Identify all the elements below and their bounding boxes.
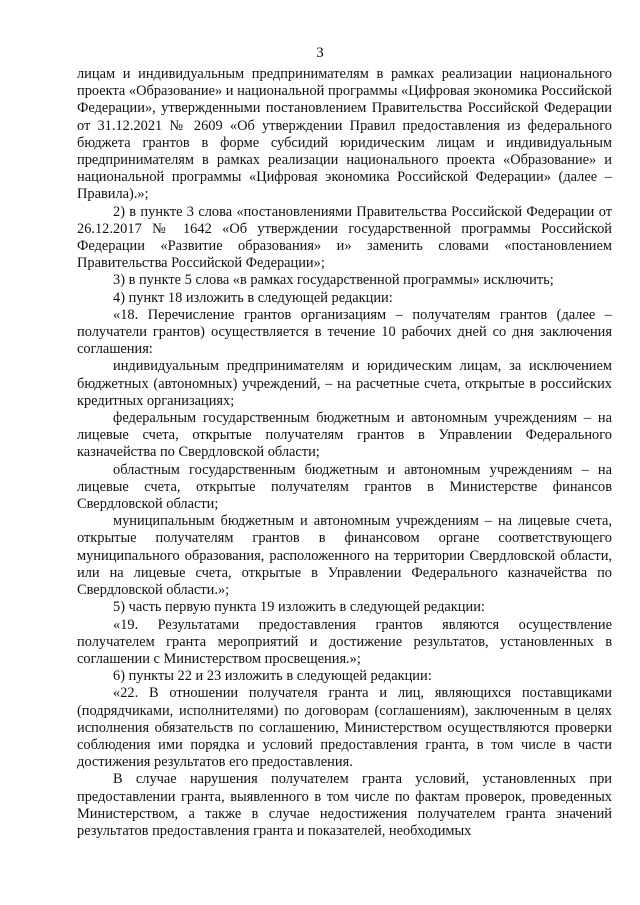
paragraph: 3) в пункте 5 слова «в рамках государственной программы» исключить;	[113, 272, 554, 289]
paragraph: «18. Перечисление грантов организациям – получателям грантов (далее – получатели грантов) осуществляется в течение 10 рабочих дней со дня заключения соглашения:	[77, 306, 612, 358]
paragraph: 5) часть первую пункта 19 изложить в следующей редакции:	[113, 599, 485, 616]
paragraph: индивидуальным предпринимателям и юридическим лицам, за исключением бюджетных (автономных) учреждений, – на расчетные счета, открытые в российских кредитных организациях;	[77, 358, 612, 409]
paragraph: В случае нарушения получателем гранта условий, установленных при предоставлении гранта, выявленного в том числе по фактам проверок, проведенных Министерством, а также в случае недостижения получателем гранта значений результатов предоставления гранта и показателей, необходимых	[77, 771, 612, 839]
paragraph: «22. В отношении получателя гранта и лиц, являющихся поставщиками (подрядчиками, исполнителями) по договорам (соглашениям), заключенным в целях исполнения обязательств по соглашению, Министерством осуществляются проверки соблюдения ими порядка и условий предоставления гранта, в том числе в части достижения результатов его предоставления.	[77, 685, 612, 771]
paragraph: муниципальным бюджетным и автономным учреждениям – на лицевые счета, открытые получателям грантов в финансовом органе соответствующего муниципального образования, расположенного на территории Свердловской области, или на лицевые счета, открытые в Управлении Федерального казначейства по Свердловской области.»;	[77, 513, 612, 599]
paragraph: 6) пункты 22 и 23 изложить в следующей редакции:	[113, 668, 432, 685]
paragraph: федеральным государственным бюджетным и автономным учреждениям – на лицевые счета, открытые получателям грантов в Управлении Федерального казначейства по Свердловской области;	[77, 410, 612, 461]
paragraph: областным государственным бюджетным и автономным учреждениям – на лицевые счета, открытые получателям грантов в Министерстве финансов Свердловской области;	[77, 461, 612, 513]
paragraph: 2) в пункте 3 слова «постановлениями Правительства Российской Федерации от 26.12.2017 № 1642 «Об утверждении государственной программы Российской Федерации «Развитие образования» и» заменить словами «постановлением Правительства Российской Федерации»;	[77, 203, 612, 272]
page-number: 3	[316, 45, 324, 61]
paragraph: лицам и индивидуальным предпринимателям в рамках реализации национального проекта «Образование» и национальной программы «Цифровая экономика Российской Федерации», утвержденными постановлением Правительства Российской Федерации от 31.12.2021 № 2609 «Об утверждении Правил предоставления из федерального бюджета грантов в форме субсидий юридическим лицам и индивидуальным предпринимателям в рамках реализации национального проекта «Образование» и национальной программы «Цифровая экономика Российской Федерации» (далее – Правила).»;	[77, 66, 612, 203]
paragraph: 4) пункт 18 изложить в следующей редакции:	[113, 289, 393, 306]
paragraph: «19. Результатами предоставления грантов являются осуществление получателем гранта мероприятий и достижение результатов, установленных в соглашении с Министерством просвещения.»;	[77, 616, 612, 667]
document-body	[77, 66, 612, 840]
